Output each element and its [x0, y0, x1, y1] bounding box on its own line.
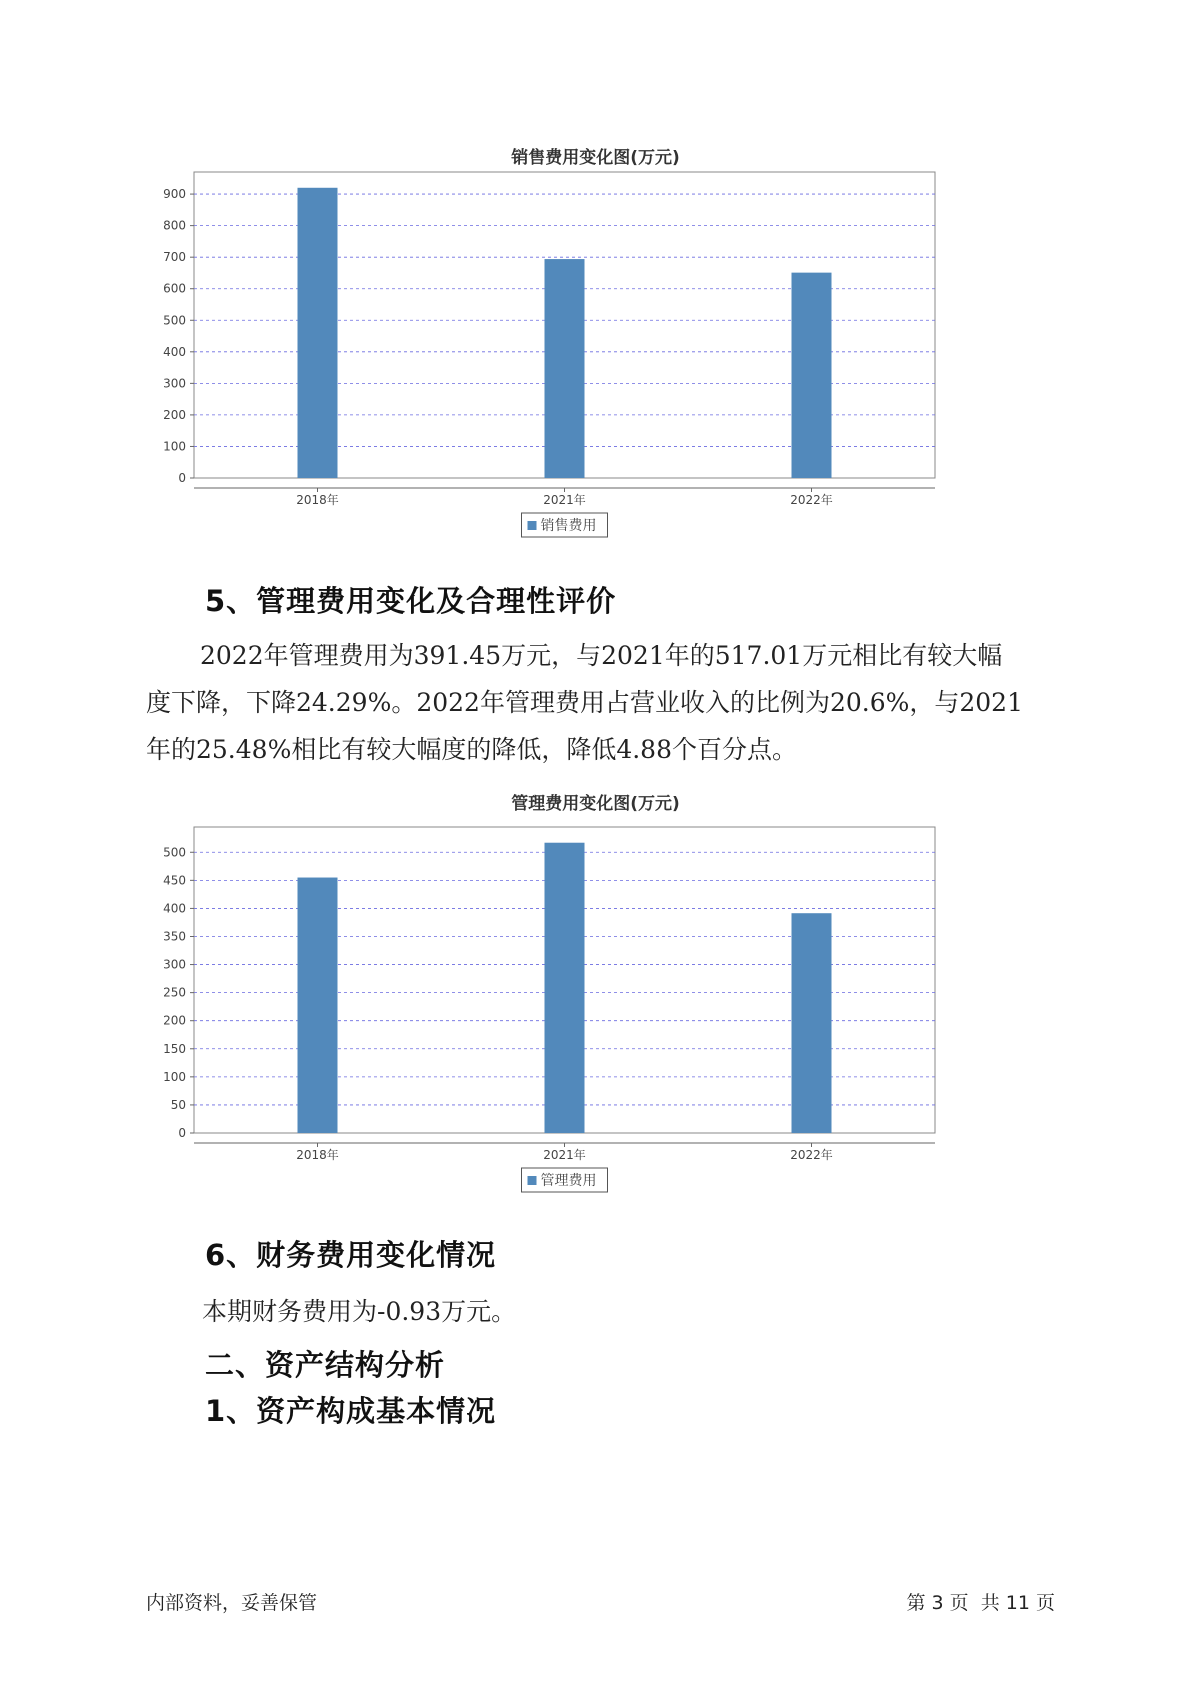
- sales-expense-chart-title: 销售费用变化图(万元): [511, 148, 680, 168]
- bar: [792, 273, 832, 478]
- y-tick-label: 50: [170, 1097, 186, 1112]
- section-5-paragraph: [146, 632, 1056, 773]
- bar: [792, 913, 832, 1133]
- x-tick-label: 2018年: [296, 493, 339, 507]
- y-tick-label: 800: [163, 218, 186, 233]
- part-2-heading: 二、资产结构分析: [205, 1348, 446, 1382]
- y-tick-label: 350: [163, 929, 186, 944]
- y-tick-label: 0: [178, 1126, 186, 1140]
- x-tick-label: 2022年: [790, 1148, 833, 1162]
- footer-page-number: 第 3 页 共 11 页: [906, 1592, 1055, 1614]
- legend-label: 管理费用: [540, 1173, 597, 1189]
- bar: [545, 843, 585, 1133]
- sales-expense-chart: [150, 160, 1030, 555]
- section-5-line-3: 年的25.48%相比有较大幅度的降低，降低4.88个百分点。: [146, 735, 797, 764]
- y-tick-label: 100: [163, 1069, 186, 1084]
- y-tick-label: 300: [163, 957, 186, 972]
- y-tick-label: 400: [163, 344, 186, 359]
- x-tick-label: 2018年: [296, 1148, 339, 1162]
- y-tick-label: 300: [163, 376, 186, 391]
- section-5-line-1: 2022年管理费用为391.45万元，与2021年的517.01万元相比有较大幅: [200, 641, 1003, 670]
- y-tick-label: 900: [163, 187, 186, 202]
- x-tick-label: 2021年: [543, 1148, 586, 1162]
- section-5-heading: 5、管理费用变化及合理性评价: [205, 584, 617, 618]
- y-tick-label: 200: [163, 1013, 186, 1028]
- y-tick-label: 500: [163, 313, 186, 328]
- y-tick-label: 150: [163, 1041, 186, 1056]
- legend-swatch: [528, 521, 537, 530]
- bar: [545, 259, 585, 478]
- legend: [522, 1168, 608, 1192]
- section-5-line-2: 度下降，下降24.29%。2022年管理费用占营业收入的比例为20.6%，与2021: [146, 688, 1023, 717]
- asset-composition-heading: 1、资产构成基本情况: [205, 1394, 497, 1428]
- legend: [522, 513, 608, 537]
- y-tick-label: 100: [163, 439, 186, 454]
- legend-swatch: [528, 1176, 537, 1185]
- y-tick-label: 500: [163, 845, 186, 860]
- y-tick-label: 400: [163, 901, 186, 916]
- bar: [298, 878, 338, 1133]
- y-tick-label: 600: [163, 281, 186, 296]
- section-6-heading: 6、财务费用变化情况: [205, 1238, 497, 1272]
- admin-expense-chart: [150, 815, 1030, 1210]
- footer-confidential-note: 内部资料，妥善保管: [146, 1592, 318, 1614]
- x-tick-label: 2022年: [790, 493, 833, 507]
- legend-label: 销售费用: [540, 518, 597, 534]
- admin-expense-chart-title: 管理费用变化图(万元): [511, 794, 680, 814]
- x-tick-label: 2021年: [543, 493, 586, 507]
- bar: [298, 188, 338, 478]
- section-6-paragraph: 本期财务费用为-0.93万元。: [202, 1297, 517, 1326]
- y-tick-label: 200: [163, 407, 186, 422]
- y-tick-label: 250: [163, 985, 186, 1000]
- y-tick-label: 700: [163, 250, 186, 265]
- y-tick-label: 0: [178, 471, 186, 485]
- y-tick-label: 450: [163, 873, 186, 888]
